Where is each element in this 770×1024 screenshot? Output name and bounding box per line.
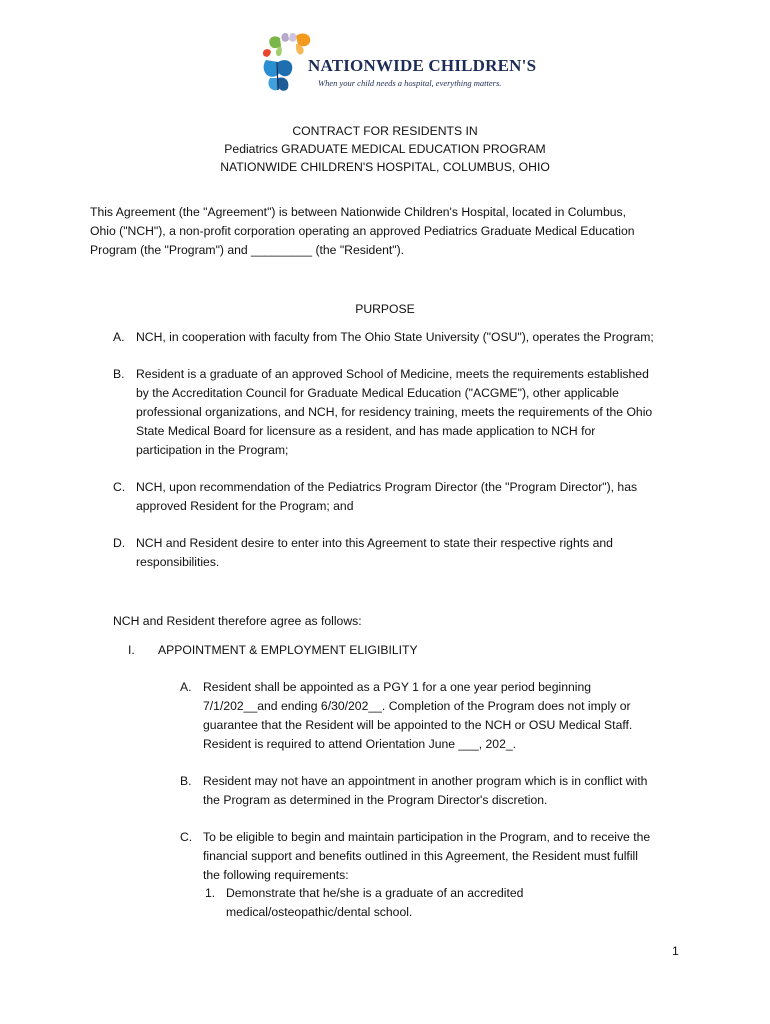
section-item-line: Resident shall be appointed as a PGY 1 for a one year period beginning: [203, 680, 592, 694]
purpose-item-label: D.: [113, 536, 126, 550]
subitem-line: medical/osteopathic/dental school.: [226, 905, 413, 919]
intro-line-3: Program (the "Program") and _________ (the "Resident").: [90, 243, 405, 257]
purpose-item-line: Resident is a graduate of an approved School of Medicine, meets the requirements established: [136, 367, 649, 381]
section-label: I.: [128, 643, 135, 657]
section-item-line: the following requirements:: [203, 868, 349, 882]
hospital-logo: [262, 32, 537, 94]
subitem-line: Demonstrate that he/she is a graduate of an accredited: [226, 886, 524, 900]
purpose-item-line: responsibilities.: [136, 555, 220, 569]
section-item-line: To be eligible to begin and maintain participation in the Program, and to receive the: [203, 830, 651, 844]
purpose-item-line: NCH, upon recommendation of the Pediatrics Program Director (the "Program Director"), has: [136, 480, 638, 494]
purpose-item-line: participation in the Program;: [136, 443, 289, 457]
purpose-item-label: B.: [113, 367, 125, 381]
purpose-item-line: approved Resident for the Program; and: [136, 499, 354, 513]
section-item-line: financial support and benefits outlined in this Agreement, the Resident must fulfill: [203, 849, 638, 863]
purpose-item-label: C.: [113, 480, 126, 494]
section-item-line: Resident may not have an appointment in another program which is in conflict with: [203, 774, 648, 788]
purpose-item-line: State Medical Board for licensure as a resident, and has made application to NCH for: [136, 424, 596, 438]
intro-line-1: This Agreement (the "Agreement") is between Nationwide Children's Hospital, located in Columbus,: [90, 205, 626, 219]
purpose-item-line: professional organizations, and NCH, for residency training, meets the requirements of the Ohio: [136, 405, 653, 419]
section-item-line: guarantee that the Resident will be appointed to the NCH or OSU Medical Staff.: [203, 718, 633, 732]
logo-tagline: When your child needs a hospital, everything matters.: [318, 78, 502, 88]
purpose-item-line: NCH, in cooperation with faculty from The Ohio State University ("OSU"), operates the Program;: [136, 330, 654, 344]
section-item-line: the Program as determined in the Program Director's discretion.: [203, 793, 548, 807]
purpose-item-line: by the Accreditation Council for Graduate Medical Education ("ACGME"), other applicable: [136, 386, 619, 400]
section-item-line: 7/1/202__and ending 6/30/202__. Completion of the Program does not imply or: [203, 699, 631, 713]
contract-title-line-3: NATIONWIDE CHILDREN'S HOSPITAL, COLUMBUS, OHIO: [220, 160, 550, 174]
agree-statement: NCH and Resident therefore agree as follows:: [113, 614, 362, 628]
subitem-label: 1.: [205, 886, 216, 900]
section-heading: APPOINTMENT & EMPLOYMENT ELIGIBILITY: [158, 643, 418, 657]
contract-title-line-2: Pediatrics GRADUATE MEDICAL EDUCATION PROGRAM: [224, 142, 546, 156]
section-item-label: B.: [180, 774, 192, 788]
purpose-item-label: A.: [113, 330, 125, 344]
logo-name: NATIONWIDE CHILDREN'S: [308, 56, 537, 75]
intro-line-2: Ohio ("NCH"), a non-profit corporation operating an approved Pediatrics Graduate Medical Education: [90, 224, 635, 238]
page-number: 1: [672, 944, 679, 958]
purpose-heading: PURPOSE: [355, 302, 415, 316]
contract-title-line-1: CONTRACT FOR RESIDENTS IN: [292, 124, 478, 138]
purpose-item-line: NCH and Resident desire to enter into this Agreement to state their respective rights and: [136, 536, 613, 550]
section-item-label: C.: [180, 830, 193, 844]
section-item-line: Resident is required to attend Orientation June ___, 202_.: [203, 737, 517, 751]
section-item-label: A.: [180, 680, 192, 694]
